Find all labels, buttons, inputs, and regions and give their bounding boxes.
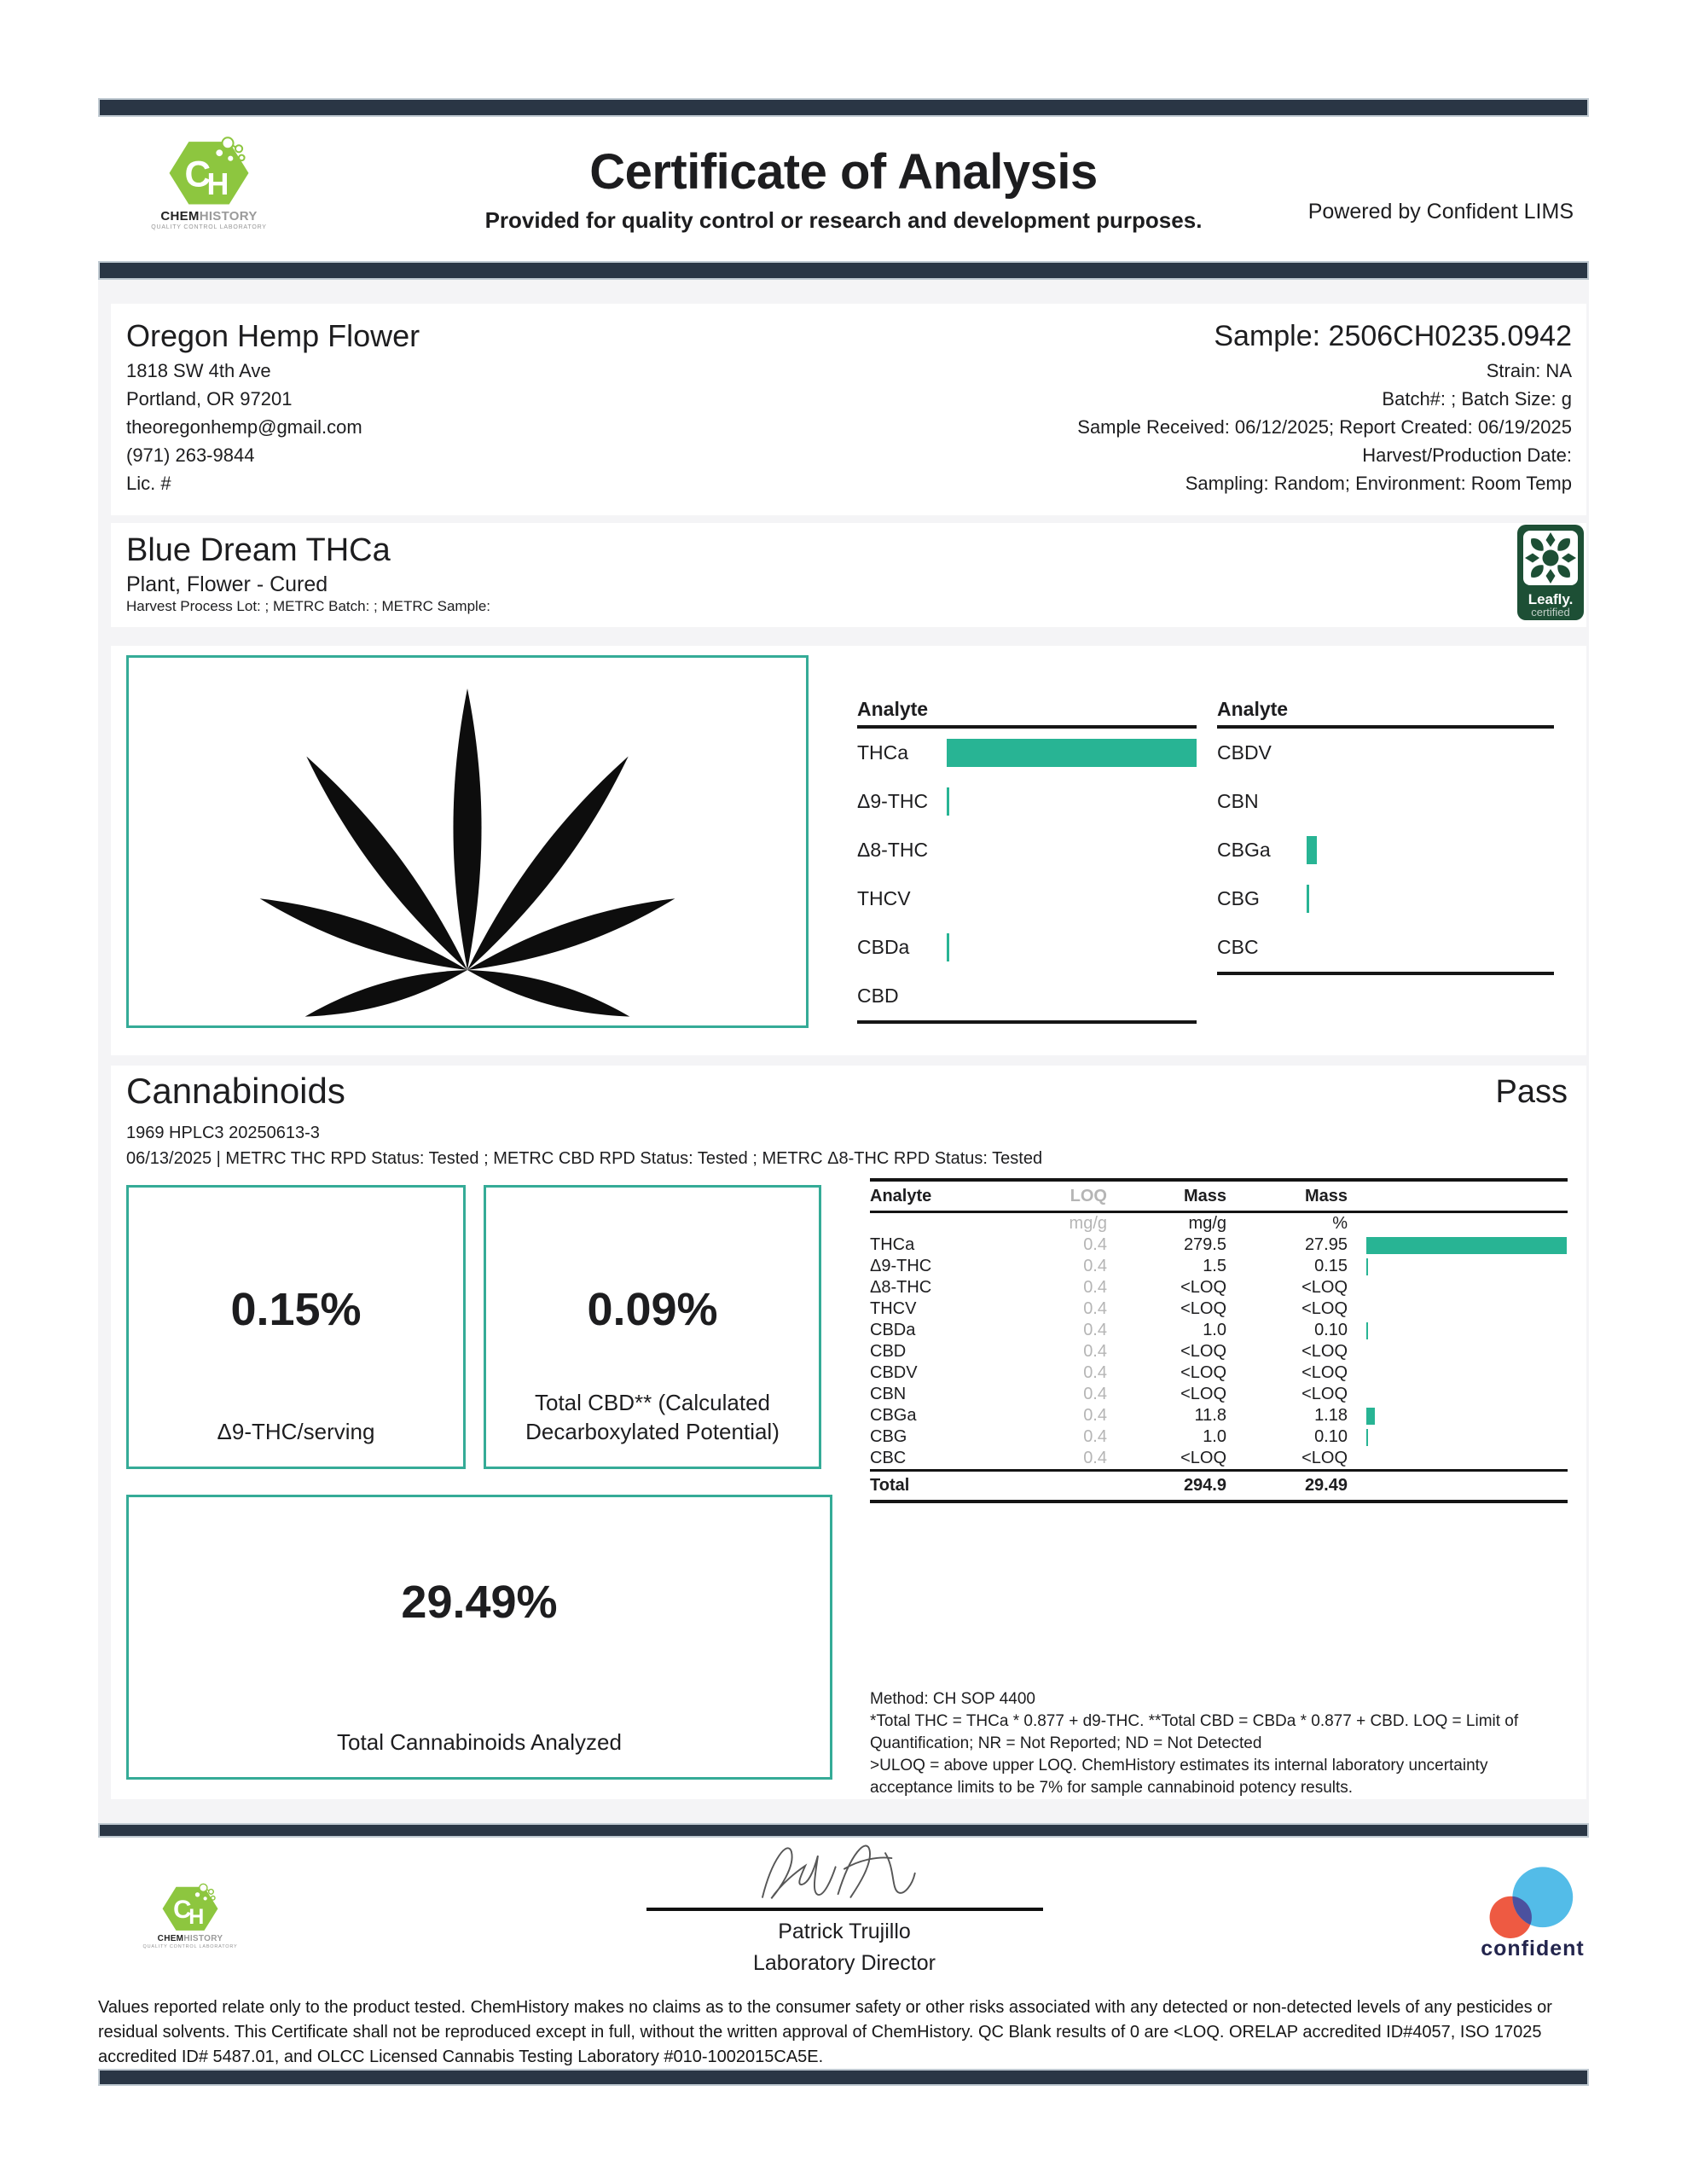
- product-type: Plant, Flower - Cured: [126, 572, 328, 596]
- sample-id: Sample: 2506CH0235.0942: [1214, 320, 1572, 352]
- stat-value: 0.15%: [230, 1284, 362, 1335]
- col-header-mass-pct: Mass: [1304, 1187, 1348, 1205]
- analyte-rows: [1217, 729, 1554, 972]
- result-bar-cell: [1348, 1405, 1568, 1426]
- svg-text:C: C: [173, 1896, 192, 1925]
- analyte-label: CBC: [1217, 936, 1259, 958]
- analyte-label: THCV: [857, 887, 911, 909]
- method-line: >ULOQ = above upper LOQ. ChemHistory estimates its internal laboratory uncertainty acceptance limits to be 7% for sample cannabinoid potency results.: [870, 1757, 1488, 1797]
- result-row: CBN 0.4 <LOQ <LOQ: [870, 1384, 1568, 1405]
- analyte-label: Δ9-THC: [857, 790, 929, 812]
- sample-photo-box: [126, 655, 809, 1028]
- header: [98, 119, 1589, 260]
- client-sample-card: [111, 304, 1586, 515]
- page-subtitle: Provided for quality control or research and development purposes.: [484, 207, 1203, 233]
- metrc-status-line: 06/13/2025 | METRC THC RPD Status: Tested ; METRC CBD RPD Status: Tested ; METRC Δ8-THC RPD Status: Tested: [126, 1149, 1043, 1168]
- signatory-title: Laboratory Director: [753, 1951, 936, 1975]
- leafly-certified-badge: [1516, 524, 1585, 621]
- client-address-2: Portland, OR 97201: [126, 388, 293, 410]
- stat-value: 29.49%: [401, 1577, 558, 1628]
- bottom-divider-bar: [98, 2069, 1589, 2086]
- product-card: [111, 523, 1586, 627]
- method-text: [870, 1688, 1569, 1799]
- client-name: Oregon Hemp Flower: [126, 318, 420, 353]
- stat-label: Total CBD** (Calculated Decarboxylated Potential): [525, 1390, 780, 1444]
- sample-received: Sample Received: 06/12/2025; Report Created: 06/19/2025: [1077, 416, 1572, 438]
- client-license: Lic. #: [126, 473, 171, 494]
- sample-harvest-date: Harvest/Production Date:: [1362, 444, 1572, 466]
- product-metrc-line: Harvest Process Lot: ; METRC Batch: ; METRC Sample:: [126, 598, 491, 614]
- signature: [704, 1834, 985, 1916]
- header-divider-bar: [98, 261, 1589, 280]
- stat-box-total-cannabinoids: [126, 1495, 832, 1780]
- stat-label: Total Cannabinoids Analyzed: [337, 1729, 622, 1755]
- client-address-1: 1818 SW 4th Ave: [126, 360, 271, 381]
- product-name: Blue Dream THCa: [126, 532, 391, 568]
- disclaimer-text: Values reported relate only to the product tested. ChemHistory makes no claims as to the consumer safety or other risks associated with any detected or non-detected levels of any pesticides or residual solvents. This Certificate shall not be reproduced except in full, without the written approval of ChemHistory. QC Blank results of 0 are <LOQ. ORELAP accredited ID#4057, ISO 17025 accredited ID# 5487.01, and OLCC Licensed Cannabis Testing Laboratory #010-1002015CA5E.: [98, 1998, 1552, 2066]
- analyte-bar: [947, 739, 1197, 767]
- result-bar-cell: [1348, 1384, 1568, 1405]
- col-header-bar: [1348, 1180, 1568, 1212]
- result-bar-cell: [1348, 1341, 1568, 1362]
- analyte-overview-row: [857, 874, 1197, 923]
- total-row: [870, 1471, 1568, 1502]
- analyte-label: CBGa: [1217, 839, 1271, 861]
- analyte-overview-row: [1217, 729, 1554, 777]
- result-bar-cell: [1348, 1320, 1568, 1341]
- logo-tagline: QUALITY CONTROL LABORATORY: [142, 1944, 238, 1950]
- col-header-analyte: Analyte: [870, 1187, 932, 1205]
- result-bar-cell: [1348, 1298, 1568, 1320]
- result-row: CBG 0.4 1.0 0.10: [870, 1426, 1568, 1448]
- analyte-overview-row: [1217, 777, 1554, 826]
- analyte-bar: [1307, 836, 1317, 864]
- result-bar-cell: [1348, 1234, 1568, 1256]
- stat-box-d9-thc-serving: [126, 1185, 466, 1469]
- col-header-mass-mgg: Mass: [1183, 1187, 1226, 1205]
- analyte-col-1: [857, 698, 1197, 1024]
- chemhistory-hexagon-icon: [159, 1882, 222, 1933]
- leafly-wordmark: Leafly.: [1528, 591, 1574, 607]
- method-line: Method: CH SOP 4400: [870, 1690, 1035, 1708]
- stat-box-total-cbd: [484, 1185, 821, 1469]
- chemhistory-footer-logo: [135, 1882, 246, 1950]
- analyte-label: Δ8-THC: [857, 839, 929, 861]
- result-row: CBDa 0.4 1.0 0.10: [870, 1320, 1568, 1341]
- cannabis-leaf-image: [203, 667, 732, 1017]
- analyte-overview-row: [857, 826, 1197, 874]
- analyte-label: CBG: [1217, 887, 1260, 909]
- analyte-label: CBDV: [1217, 741, 1272, 764]
- client-block: [126, 316, 420, 515]
- result-bar-cell: [1348, 1277, 1568, 1298]
- total-pct: 29.49: [1304, 1476, 1348, 1495]
- stat-value: 0.09%: [587, 1284, 718, 1335]
- analyte-col-header: Analyte: [857, 698, 1197, 729]
- analyte-overview-row: [857, 729, 1197, 777]
- analyte-overview-row: [857, 972, 1197, 1020]
- top-divider-bar: [98, 98, 1589, 117]
- analyte-overview-row: [1217, 826, 1554, 874]
- units-row: [870, 1212, 1568, 1235]
- col-header-loq: LOQ: [1070, 1187, 1107, 1205]
- results-header-row: [870, 1180, 1568, 1212]
- instrument-line: 1969 HPLC3 20250613-3: [126, 1124, 320, 1142]
- result-row: THCa 0.4 279.5 27.95: [870, 1234, 1568, 1256]
- result-row: CBGa 0.4 11.8 1.18: [870, 1405, 1568, 1426]
- result-bar-cell: [1348, 1426, 1568, 1448]
- logo-wordmark: CHEMHISTORY: [160, 209, 258, 224]
- total-label: Total: [870, 1476, 910, 1495]
- stat-label: Δ9-THC/serving: [217, 1419, 375, 1444]
- analyte-overview-row: [1217, 923, 1554, 972]
- analyte-bar: [947, 787, 949, 816]
- cannabinoids-card: [111, 1066, 1586, 1799]
- signature-line: [646, 1908, 1043, 1911]
- analyte-overview-row: [857, 777, 1197, 826]
- analyte-col-2: [1217, 698, 1554, 975]
- svg-text:H: H: [188, 1904, 205, 1929]
- confident-wordmark: confident: [1481, 1936, 1585, 1960]
- logo-letter-c: C: [184, 154, 212, 195]
- method-line: *Total THC = THCa * 0.877 + d9-THC. **Total CBD = CBDa * 0.877 + CBD. LOQ = Limit of Quantification; NR = Not Reported; ND = Not Detected: [870, 1712, 1519, 1752]
- total-mass: 294.9: [1183, 1476, 1226, 1495]
- analyte-bar: [947, 933, 949, 961]
- signature-block: [520, 1834, 1168, 1977]
- confident-logo: [1460, 1862, 1605, 1961]
- analyte-label: CBDa: [857, 936, 910, 958]
- result-row: THCV 0.4 <LOQ <LOQ: [870, 1298, 1568, 1320]
- result-row: Δ9-THC 0.4 1.5 0.15: [870, 1256, 1568, 1277]
- unit-mass: mg/g: [1188, 1214, 1226, 1233]
- unit-loq: mg/g: [1069, 1214, 1107, 1233]
- result-bar-cell: [1348, 1362, 1568, 1384]
- analyte-label: CBN: [1217, 790, 1259, 812]
- sample-batch: Batch#: ; Batch Size: g: [1382, 388, 1572, 410]
- analyte-overview-row: [1217, 874, 1554, 923]
- overview-card: [111, 646, 1586, 1055]
- result-row: CBDV 0.4 <LOQ <LOQ: [870, 1362, 1568, 1384]
- status-badge: Pass: [1495, 1074, 1568, 1110]
- result-row: Δ8-THC 0.4 <LOQ <LOQ: [870, 1277, 1568, 1298]
- sample-sampling: Sampling: Random; Environment: Room Temp: [1185, 473, 1572, 494]
- powered-by-label: Powered by Confident LIMS: [1307, 200, 1574, 224]
- analyte-label: THCa: [857, 741, 909, 764]
- result-row: CBD 0.4 <LOQ <LOQ: [870, 1341, 1568, 1362]
- sample-strain: Strain: NA: [1486, 360, 1572, 381]
- section-title: Cannabinoids: [126, 1071, 345, 1111]
- leafly-badge-icon: [1516, 524, 1585, 621]
- analyte-col-endline: [1217, 972, 1554, 975]
- logo-wordmark: CHEMHISTORY: [157, 1934, 223, 1944]
- logo-tagline: QUALITY CONTROL LABORATORY: [151, 224, 267, 231]
- analyte-bar: [1307, 885, 1309, 913]
- analyte-col-endline: [857, 1020, 1197, 1024]
- logo-letter-h: H: [206, 167, 229, 202]
- analyte-col-header: Analyte: [1217, 698, 1554, 729]
- analyte-overview-row: [857, 923, 1197, 972]
- page-title: Certificate of Analysis: [589, 144, 1098, 200]
- analyte-label: CBD: [857, 985, 899, 1007]
- signatory-name: Patrick Trujillo: [778, 1920, 911, 1943]
- client-email: theoregonhemp@gmail.com: [126, 416, 362, 438]
- client-phone: (971) 263-9844: [126, 444, 255, 466]
- result-row: CBC 0.4 <LOQ <LOQ: [870, 1448, 1568, 1471]
- sample-block: [1077, 316, 1572, 515]
- analyte-rows: [857, 729, 1197, 1020]
- confident-circles-icon: [1482, 1862, 1583, 1947]
- result-bar-cell: [1348, 1256, 1568, 1277]
- result-bar-cell: [1348, 1448, 1568, 1471]
- leafly-certified-label: certified: [1531, 606, 1570, 619]
- unit-pct: %: [1332, 1214, 1348, 1233]
- results-table: [870, 1178, 1568, 1503]
